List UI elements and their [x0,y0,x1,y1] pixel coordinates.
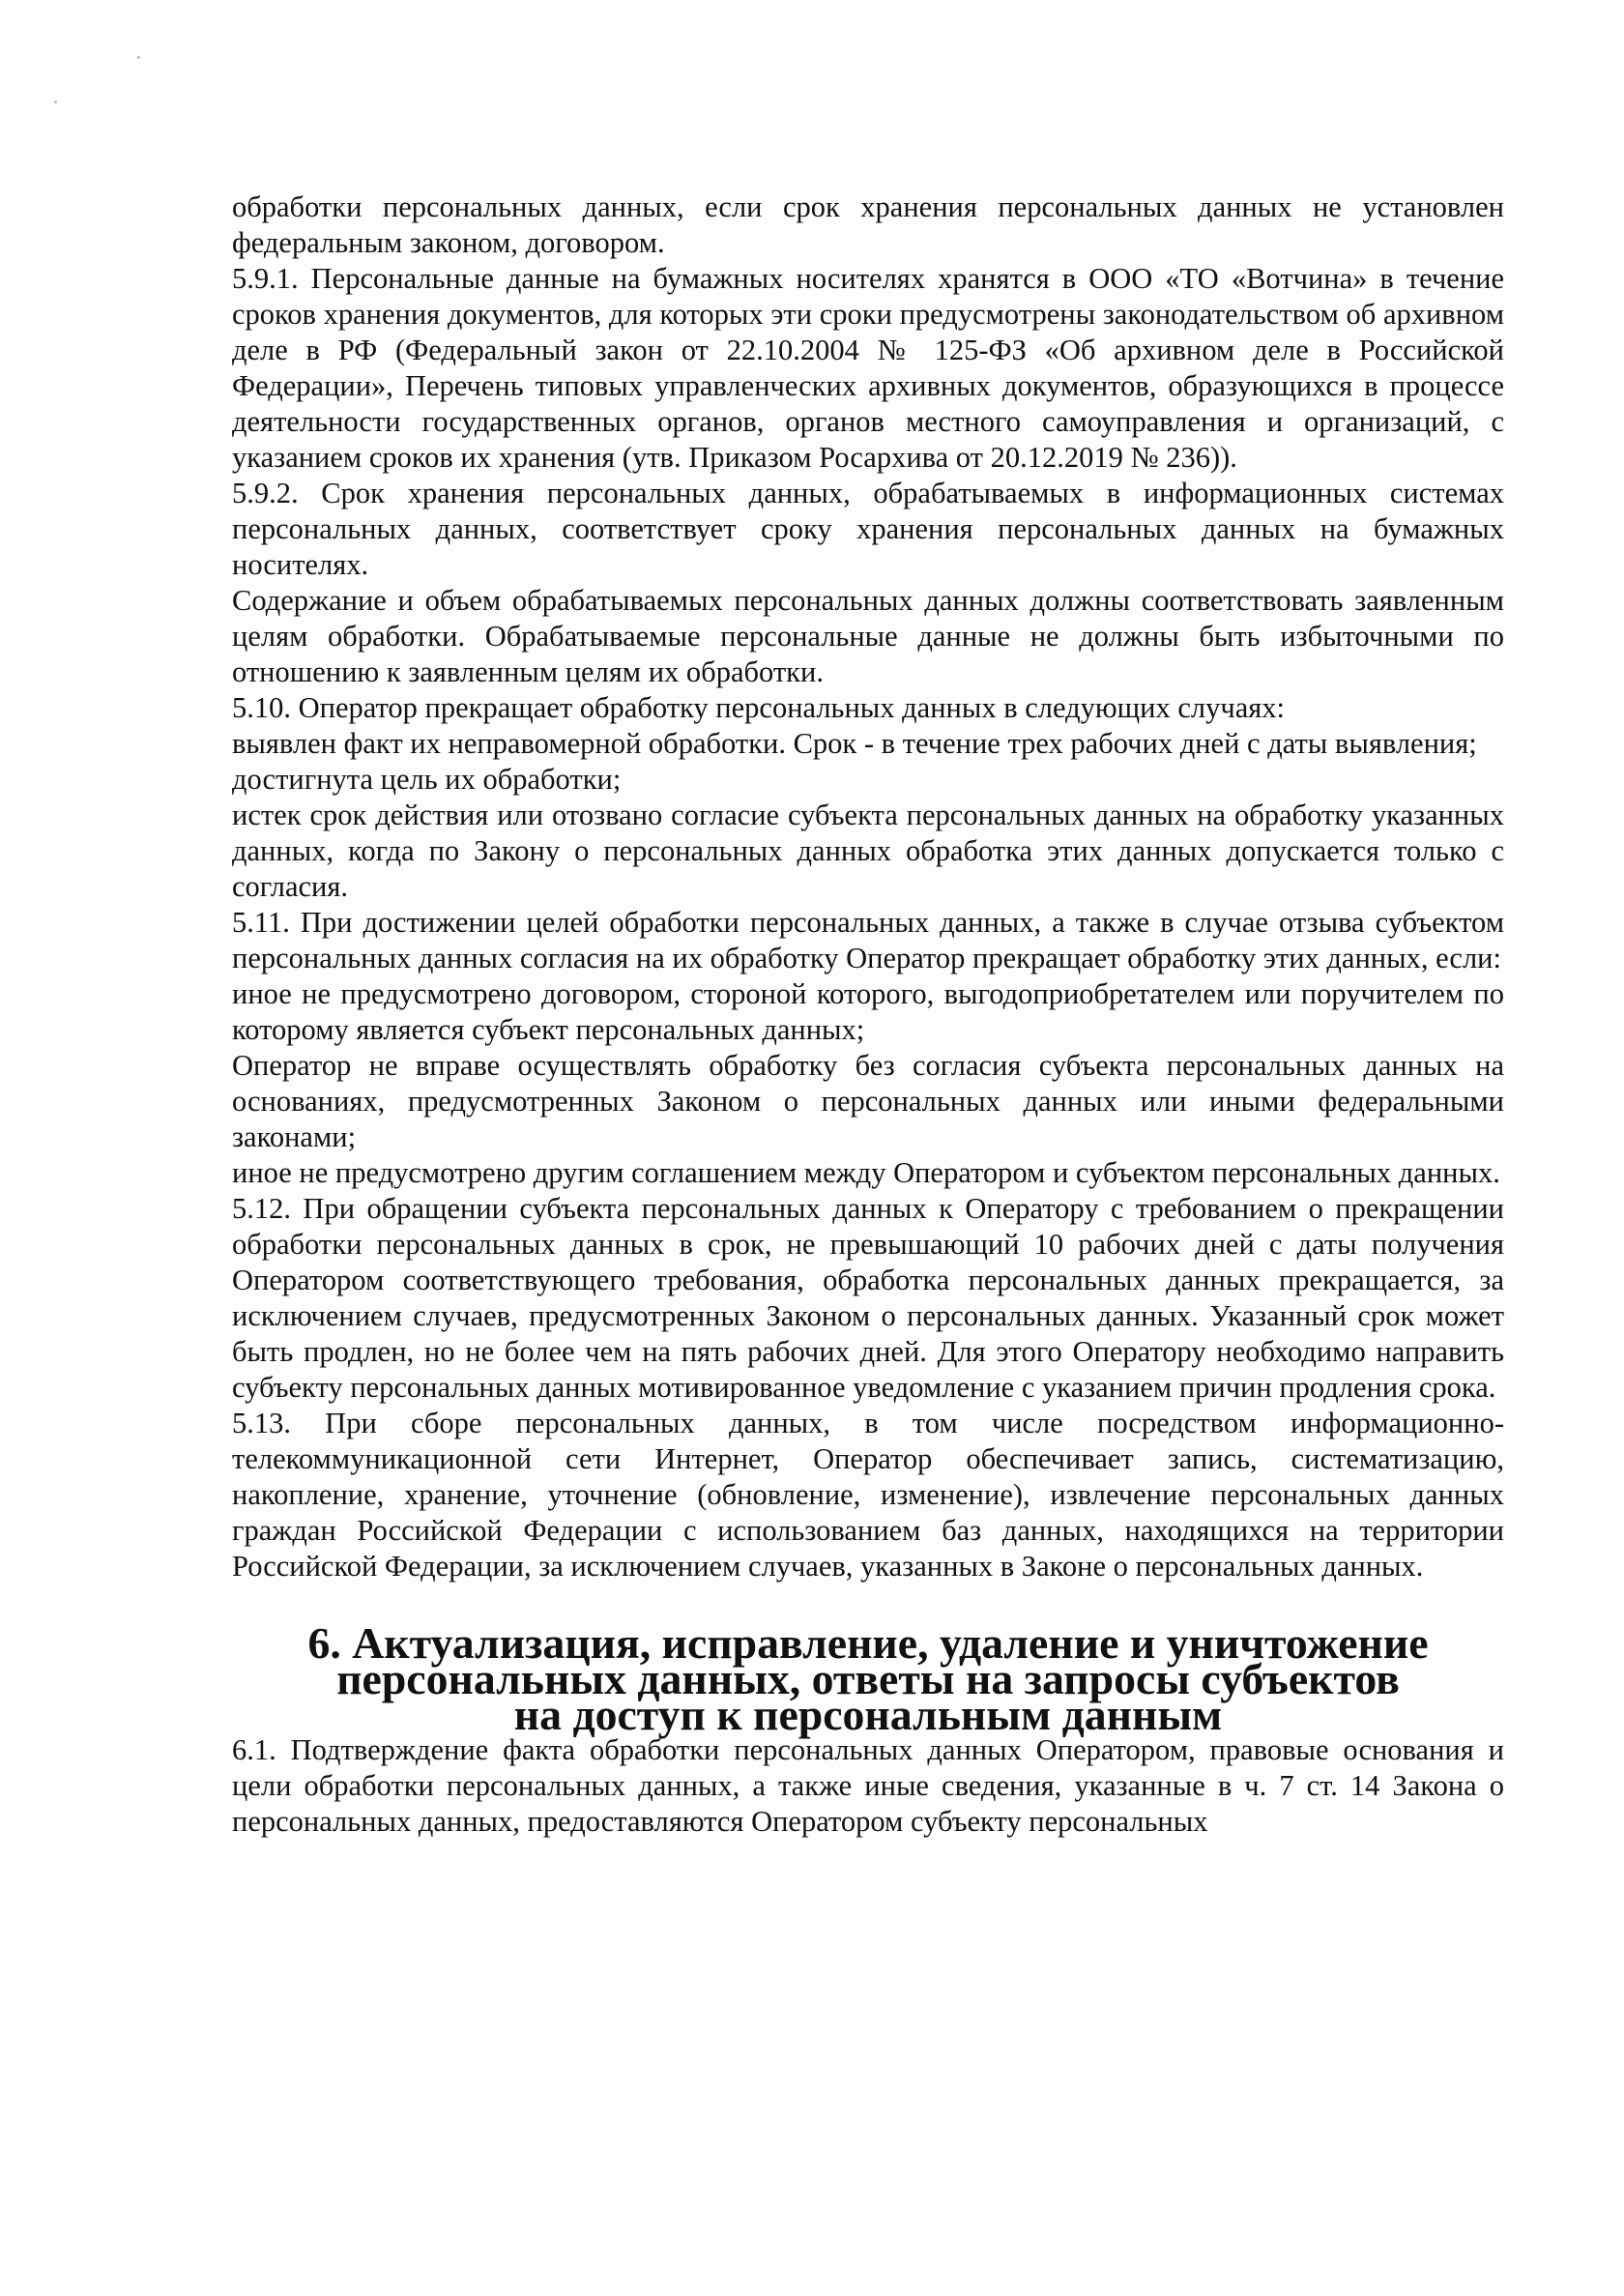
paragraph: истек срок действия или отозвано согласие субъекта персональных данных на обработку указанных данных, когда по Закону о персональных данных обработка этих данных допускается только с согласия. [232,799,1504,903]
paragraph: иное не предусмотрено другим соглашением между Оператором и субъектом персональных данных. [232,1156,1500,1189]
paragraph: Оператор не вправе осуществлять обработку без согласия субъекта персональных данных на основаниях, предусмотренных Законом о персональных данных или иными федеральными законами; [232,1049,1504,1153]
scan-speck [137,56,140,59]
paragraph: 6.1. Подтверждение факта обработки персональных данных Оператором, правовые основания и цели обработки персональных данных, а также иные сведения, указанные в ч. 7 ст. 14 Закона о персональных данных, предоставляются Оператором субъекту персональных [232,1733,1504,1838]
paragraph: 5.12. При обращении субъекта персональных данных к Оператору с требованием о прекращении обработки персональных данных в срок, не превышающий 10 рабочих дней с даты получения Оператором соответствующего требования, обработка персональных данных прекращается, за исключением случаев, предусмотренных Законом о персональных данных. Указанный срок может быть продлен, но не более чем на пять рабочих дней. Для этого Оператору необходимо направить субъекту персональных данных мотивированное уведомление с указанием причин продления срока. [232,1192,1504,1404]
paragraph: 5.13. При сборе персональных данных, в том числе посредством информационно-телекоммуникационной сети Интернет, Оператор обеспечивает запись, систематизацию, накопление, хранение, уточнение (обновление, изменение), извлечение персональных данных граждан Российской Федерации с использованием баз данных, находящихся на территории Российской Федерации, за исключением случаев, указанных в Законе о персональных данных. [232,1407,1504,1583]
paragraph: обработки персональных данных, если срок хранения персональных данных не установлен федеральным законом, договором. [232,190,1504,259]
document-body [232,189,1504,1840]
paragraph: выявлен факт их неправомерной обработки. Срок - в течение трех рабочих дней с даты выявления; [232,727,1477,760]
paragraph: иное не предусмотрено договором, стороной которого, выгодоприобретателем или поручителем по которому является субъект персональных данных; [232,977,1504,1046]
paragraph: 5.9.2. Срок хранения персональных данных, обрабатываемых в информационных системах персональных данных, соответствует сроку хранения персональных данных на бумажных носителях. [232,477,1504,581]
paragraph: 5.10. Оператор прекращает обработку персональных данных в следующих случаях: [232,691,1286,724]
paragraph: Содержание и объем обрабатываемых персональных данных должны соответствовать заявленным целям обработки. Обрабатываемые персональные данные не должны быть избыточными по отношению к заявленным целям их обработки. [232,584,1504,688]
paragraph: достигнута цель их обработки; [232,763,622,796]
section-heading-line: 6. Актуализация, исправление, удаление и уничтожение [307,1618,1429,1668]
scan-speck [54,101,57,103]
section-heading-line: персональных данных, ответы на запросы субъектов [336,1654,1400,1703]
paragraph: 5.9.1. Персональные данные на бумажных носителях хранятся в ООО «ТО «Вотчина» в течение сроков хранения документов, для которых эти сроки предусмотрены законодательством об архивном деле в РФ (Федеральный закон от 22.10.2004 № 125-ФЗ «Об архивном деле в Российской Федерации», Перечень типовых управленческих архивных документов, образующихся в процессе деятельности государственных органов, органов местного самоуправления и организаций, с указанием сроков их хранения (утв. Приказом Росархива от 20.12.2019 № 236)). [232,262,1504,474]
section-heading-line: на доступ к персональным данным [513,1690,1223,1739]
paragraph: 5.11. При достижении целей обработки персональных данных, а также в случае отзыва субъектом персональных данных согласия на их обработку Оператор прекращает обработку этих данных, если: [232,906,1504,974]
section-heading [232,1618,1504,1739]
